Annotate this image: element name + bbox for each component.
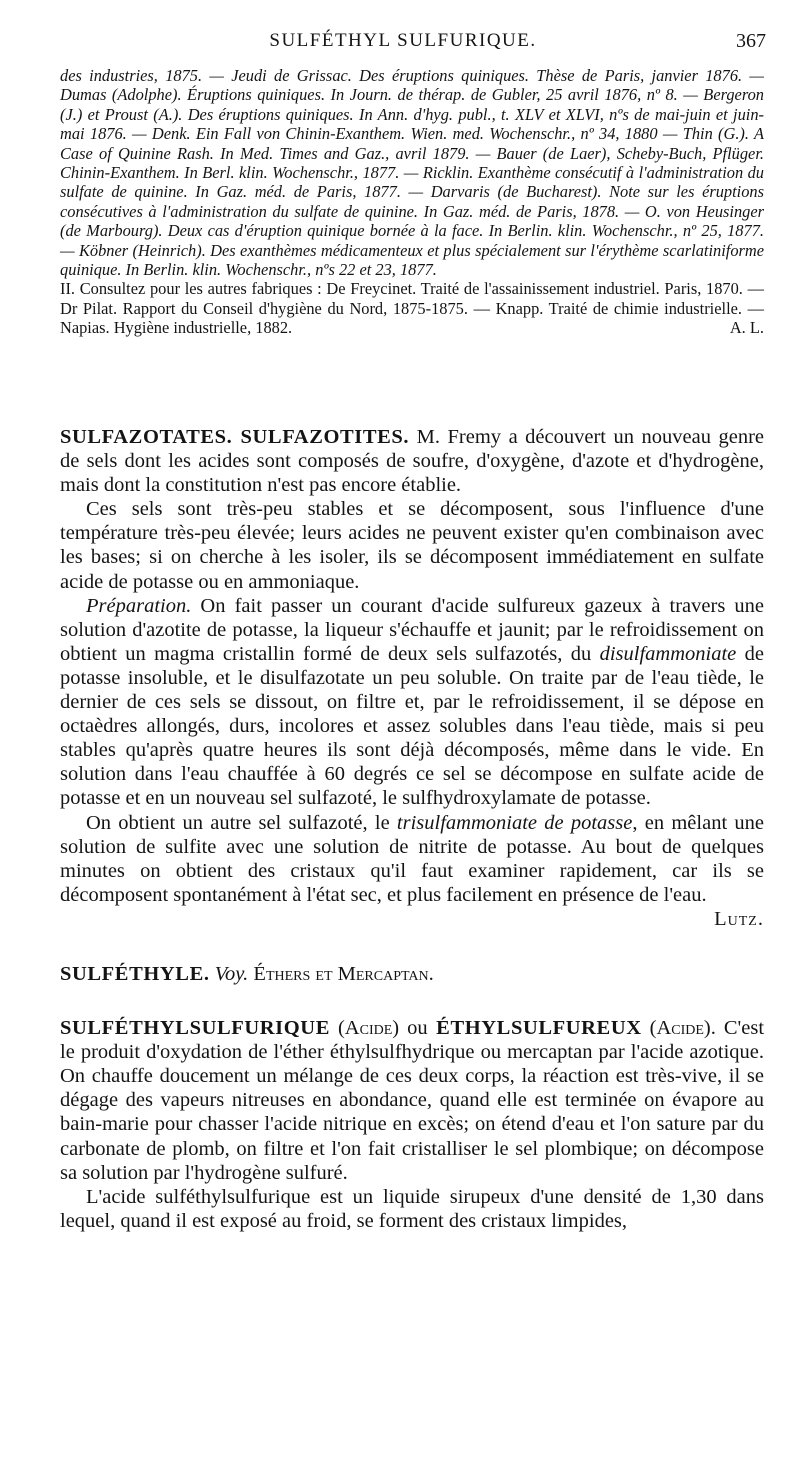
entry-heading: SULFÉTHYLSULFURIQUE bbox=[60, 1017, 330, 1040]
paragraph-text: On obtient un autre sel sulfazoté, le bbox=[86, 811, 397, 834]
entry-sulfethyle bbox=[60, 962, 764, 986]
entry-crossref bbox=[60, 962, 764, 986]
entry-first-paragraph bbox=[60, 1016, 764, 1185]
bibliography-text: II. Consultez pour les autres fabriques : De Freycinet. Traité de l'assainissement industriel. Paris, 1870. — Dr Pilat. Rapport du Conseil d'hygiène du Nord, 1875-1875. — Knapp. Traité de chimie industrielle. — Napias. Hygiène industrielle, 1882. bbox=[60, 279, 764, 338]
term-disulfammoniate: disulfammoniate bbox=[599, 642, 737, 665]
voy-label: Voy. bbox=[214, 962, 249, 985]
paragraph-text: de potasse insoluble, et le disulfazotate un peu soluble. On traite par de l'eau tiède, le dernier de ces sels se dissout, on filtre et, par le refroidissement, il se dépose en octaèdres allongés, durs, incolores et assez solubles dans l'eau tiède, mais si peu stables qu'après quatre heures ils sont déjà décomposés, même dans le vide. En solution dans l'eau chauffée à 60 degrés ce sel se décompose en sulfate acide de potasse et en un nouveau sel sulfazoté, le sulfhydroxylamate de potasse. bbox=[60, 642, 764, 810]
entry-ou: ou bbox=[407, 1017, 428, 1040]
article-body bbox=[60, 425, 764, 1233]
paragraph-text: On fait passer un courant d'acide sulfureux gazeux à travers une solution d'azotite de potasse, la liqueur s'échauffe et jaunit; par le refroidissement on obtient un magma cristallin formé de deux sels sulfazotés, du bbox=[60, 594, 764, 665]
preparation-label: Préparation. bbox=[86, 594, 192, 617]
paragraph-text: C'est le produit d'oxydation de l'éther éthylsulfhydrique ou mercaptan par l'acide azotique. On chauffe doucement un mélange de ces deux corps, la réaction est très-vive, il se dégage des vapeurs nitreuses en abondance, quand elle est terminée on évapore au bain-marie pour chasser l'acide nitrique en excès; on étend d'eau et l'on sature par du carbonate de plomb, on filtre et l'on fait cristalliser le sel plombique; on décompose sa solution par l'hydrogène sulfuré. bbox=[60, 1017, 765, 1184]
paragraph: L'acide sulféthylsulfurique est un liquide sirupeux d'une densité de 1,30 dans lequel, quand il est exposé au froid, se forment des cristaux limpides, bbox=[60, 1185, 764, 1232]
running-title: SULFÉTHYL SULFURIQUE. bbox=[269, 30, 537, 51]
entry-sulfethylsulfurique bbox=[60, 1016, 764, 1233]
bibliography-paragraph-2 bbox=[60, 279, 764, 337]
bibliography-paragraph: des industries, 1875. — Jeudi de Grissac. Des éruptions quiniques. Thèse de Paris, janvier 1876. — Dumas (Adolphe). Éruptions quiniques. In Journ. de thérap. de Gubler, 25 avril 1876, nº 8. — Bergeron (J.) et Proust (A.). Des éruptions quiniques. In Ann. d'hyg. publ., t. XLV et XLVI, nºs de mai-juin et juin-mai 1876. — Denk. Ein Fall von Chinin-Exanthem. Wien. med. Wochenschr., nº 34, 1880 — Thin (G.). A Case of Quinine Rash. In Med. Times and Gaz., avril 1879. — Bauer (de Laer), Scheby-Buch, Pflüger. Chinin-Exanthem. In Berl. klin. Wochenschr., 1877. — Ricklin. Exanthème consécutif à l'administration du sulfate de quinine. In Gaz. méd. de Paris, 1877. — Darvaris (de Bucharest). Note sur les éruptions consécutives à l'administration du sulfate de quinine. In Gaz. méd. de Paris, 1878. — O. von Heusinger (de Marbourg). Deux cas d'éruption quinique bornée à la face. In Berlin. klin. Wochenschr., nº 25, 1877. — Köbner (Heinrich). Des exanthèmes médicamenteux et plus spécialement sur l'érythème scarlatiniforme quinique. In Berlin. klin. Wochenschr., nºs 22 et 23, 1877. bbox=[60, 66, 764, 280]
paragraph-preparation bbox=[60, 594, 764, 811]
bibliography-block bbox=[60, 66, 764, 338]
paragraph-text: , en mêlant une solution de sulfite avec une solution de nitrite de potasse. Au bout de quelques minutes on obtient des cristaux qu'il faut examiner rapidement, car ils se décomposent spontanément à l'état sec, et plus facilement en présence de l'eau. bbox=[60, 811, 764, 906]
bibliography-author: A. L. bbox=[729, 318, 764, 338]
entry-author: Lutz. bbox=[714, 907, 764, 930]
crossref-target: Éthers et Mercaptan. bbox=[248, 962, 434, 985]
entry-intro-text: M. Fremy a découvert un nouveau genre de sels dont les acides sont composés de soufre, d'oxygène, d'azote et d'hydrogène, mais dont la constitution n'est pas encore établie. bbox=[60, 426, 765, 497]
entry-heading-alt: ÉTHYLSULFUREUX bbox=[427, 1017, 642, 1040]
entry-qualifier: (Acide) bbox=[329, 1017, 408, 1040]
entry-first-paragraph bbox=[60, 425, 764, 497]
entry-heading: SULFAZOTATES. SULFAZOTITES. bbox=[60, 426, 410, 448]
entry-qualifier: (Acide). bbox=[641, 1017, 716, 1040]
page-header bbox=[40, 30, 766, 60]
entry-sulfazotates bbox=[60, 425, 764, 931]
term-trisulfammoniate: trisulfammoniate de potasse bbox=[396, 811, 633, 834]
paragraph-trisulfammoniate bbox=[60, 811, 764, 930]
entry-heading: SULFÉTHYLE. bbox=[60, 962, 210, 985]
page-number: 367 bbox=[736, 30, 766, 52]
paragraph: Ces sels sont très-peu stables et se décomposent, sous l'influence d'une température très-peu élevée; leurs acides ne peuvent exister qu'en combinaison avec les bases; si on cherche à les isoler, ils se décomposent immédiatement en sulfate acide de potasse ou en ammoniaque. bbox=[60, 498, 764, 593]
